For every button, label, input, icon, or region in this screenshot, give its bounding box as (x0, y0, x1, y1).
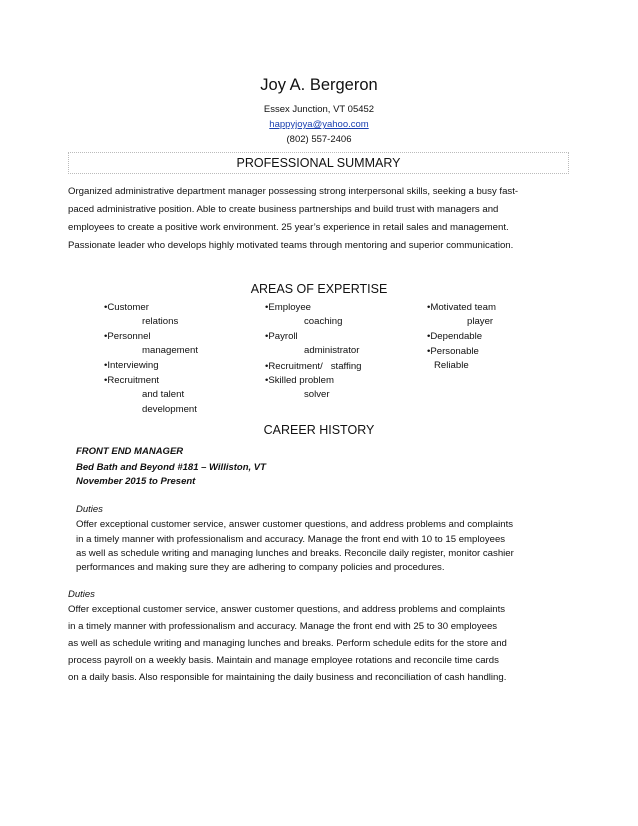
address: Essex Junction, VT 05452 (263, 104, 375, 115)
job-title: FRONT END MANAGER (76, 446, 184, 457)
duties-line: Offer exceptional customer service, answer customer questions, and address problems and complaints (76, 519, 514, 530)
expertise-item: •Personnel (104, 331, 151, 342)
summary-line: paced administrative position. Able to create business partnerships and build trust with managers and (68, 204, 499, 215)
expertise-title: AREAS OF EXPERTISE (250, 282, 388, 296)
expertise-item: •Payroll (265, 331, 298, 342)
phone: (802) 557-2406 (286, 134, 352, 145)
expertise-item: •Personable (427, 346, 479, 357)
expertise-item-cont: player (467, 316, 494, 327)
career-title: CAREER HISTORY (263, 423, 375, 437)
duties-line: process payroll on a weekly basis. Maintain and manage employee rotations and reconcile time cards (68, 655, 499, 666)
employment-dates: November 2015 to Present (76, 476, 196, 487)
duties-line: Offer exceptional customer service, answer customer questions, and address problems and complaints (68, 604, 506, 615)
candidate-name: Joy A. Bergeron (260, 76, 378, 94)
expertise-item: •Motivated team (427, 302, 496, 313)
expertise-item-cont: coaching (304, 316, 343, 327)
summary-line: Passionate leader who develops highly motivated teams through mentoring and superior communication. (68, 240, 514, 251)
email-line (0, 119, 638, 130)
expertise-item-cont: management (142, 345, 198, 356)
duties-line: as well as schedule writing and managing lunches and breaks. Perform schedule edits for the store and (68, 638, 507, 649)
duties-label: Duties (68, 589, 95, 600)
expertise-item: Reliable (434, 360, 469, 371)
duties-line: performances and making sure they are adhering to company policies and procedures. (76, 562, 445, 573)
duties-line: as well as schedule writing and managing lunches and breaks. Reconcile daily register, monitor cashier (76, 548, 514, 559)
employer: Bed Bath and Beyond #181 – Williston, VT (76, 462, 266, 473)
expertise-item: •Customer (104, 302, 149, 313)
duties-line: on a daily basis. Also responsible for maintaining the daily business and reconciliation of cash handling. (68, 672, 507, 683)
expertise-item: •Employee (265, 302, 312, 313)
expertise-item: •Dependable (427, 331, 483, 342)
summary-title: PROFESSIONAL SUMMARY (236, 156, 401, 170)
duties-label: Duties (76, 504, 103, 515)
duties-line: in a timely manner with professionalism and accuracy. Manage the front end with 10 to 15 employees (76, 534, 506, 545)
expertise-item-cont: development (142, 404, 197, 415)
duties-line: in a timely manner with professionalism and accuracy. Manage the front end with 25 to 30 employees (68, 621, 498, 632)
expertise-item: •Recruitment (104, 375, 160, 386)
summary-line: Organized administrative department manager possessing strong interpersonal skills, seeking a busy fast- (68, 186, 519, 197)
summary-paragraph (68, 183, 518, 255)
expertise-item: •Recruitment/ staffing (265, 361, 362, 372)
summary-line: employees to create a positive work environment. 25 year’s experience in retail sales and management. (68, 222, 509, 233)
expertise-item-cont: and talent (142, 389, 185, 400)
expertise-item: •Skilled problem (265, 375, 334, 386)
expertise-item-cont: relations (142, 316, 179, 327)
expertise-item: •Interviewing (104, 360, 159, 371)
expertise-item-cont: solver (304, 389, 330, 400)
email-link[interactable]: happyjoya@yahoo.com (269, 119, 369, 130)
expertise-item-cont: administrator (304, 345, 360, 356)
